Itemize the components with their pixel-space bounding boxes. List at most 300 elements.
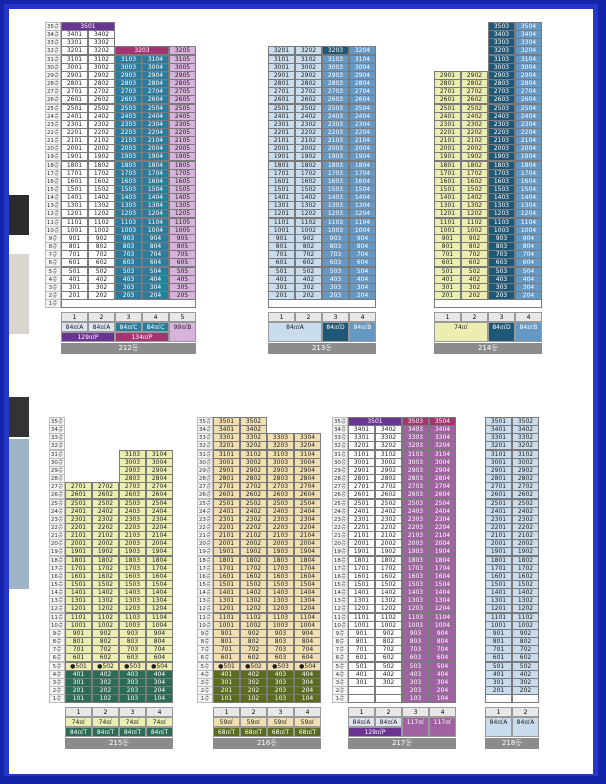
column-number: 2 bbox=[295, 312, 322, 322]
floor-label: 23층 bbox=[50, 516, 64, 523]
unit-cell: 2603 bbox=[402, 490, 429, 499]
unit-cell: 1604 bbox=[515, 177, 542, 186]
unit-cell: 1403 bbox=[322, 193, 349, 202]
floor-label: 4층 bbox=[49, 670, 65, 679]
floor-label: 23층 bbox=[333, 516, 347, 523]
unit-cell: 1302 bbox=[295, 201, 322, 210]
column-number: 2 bbox=[88, 312, 115, 322]
unit-cell: 1703 bbox=[115, 169, 142, 178]
unit-cell: 2002 bbox=[88, 144, 115, 153]
unit-cell: 303 bbox=[267, 678, 294, 687]
unit-cell: 1203 bbox=[115, 209, 142, 218]
unit-cell: 1803 bbox=[322, 161, 349, 170]
unit-cell: 1402 bbox=[375, 588, 402, 597]
unit-cell: 1202 bbox=[512, 604, 539, 613]
unit-cell: 1801 bbox=[485, 556, 512, 565]
unit-cell: 901 bbox=[61, 234, 88, 243]
unit-cell: 3403 bbox=[488, 30, 515, 39]
unit-cell: 703 bbox=[119, 645, 146, 654]
unit-cell: 3102 bbox=[295, 55, 322, 64]
unit-cell: 1803 bbox=[488, 161, 515, 170]
unit-cell: 303 bbox=[119, 678, 146, 687]
unit-cell: 2602 bbox=[295, 95, 322, 104]
unit-cell: 1904 bbox=[515, 152, 542, 161]
unit-cell: 2102 bbox=[461, 136, 488, 145]
unit-cell: 304 bbox=[146, 678, 173, 687]
unit-cell: 502 bbox=[88, 267, 115, 276]
unit-cell: 1102 bbox=[92, 613, 119, 622]
unit-cell: 1101 bbox=[213, 613, 240, 622]
unit-cell: 1704 bbox=[146, 564, 173, 573]
unit-cell: 502 bbox=[461, 267, 488, 276]
unit-cell: 3202 bbox=[512, 441, 539, 450]
unit-cell: 1101 bbox=[268, 218, 295, 227]
unit-cell: 1503 bbox=[267, 580, 294, 589]
unit-cell: 3205 bbox=[169, 46, 196, 55]
unit-cell: 2604 bbox=[349, 95, 376, 104]
unit-cell: 1304 bbox=[142, 201, 169, 210]
unit-cell: 1803 bbox=[267, 556, 294, 565]
unit-cell: 1802 bbox=[461, 161, 488, 170]
unit-cell: 1902 bbox=[512, 547, 539, 556]
floor-label: 6층 bbox=[45, 258, 61, 267]
unit-cell: 1602 bbox=[375, 572, 402, 581]
unit-cell: 1101 bbox=[65, 613, 92, 622]
unit-cell: 1602 bbox=[461, 177, 488, 186]
unit-cell: 804 bbox=[349, 242, 376, 251]
unit-cell: ●504 bbox=[146, 662, 173, 671]
unit-cell: 802 bbox=[240, 637, 267, 646]
unit-cell: 904 bbox=[142, 234, 169, 243]
unit-cell: 701 bbox=[268, 250, 295, 259]
unit-cell: 1603 bbox=[488, 177, 515, 186]
unit-cell: 1201 bbox=[268, 209, 295, 218]
floor-label: 21층 bbox=[333, 533, 347, 540]
unit-cell: 601 bbox=[65, 653, 92, 662]
unit-cell: 803 bbox=[115, 242, 142, 251]
unit-cell: ●502 bbox=[240, 662, 267, 671]
floor-label: 18층 bbox=[333, 557, 347, 564]
unit-cell: 1102 bbox=[461, 218, 488, 227]
unit-cell: 3401 bbox=[485, 425, 512, 434]
unit-cell: 1801 bbox=[65, 556, 92, 565]
unit-cell: 2701 bbox=[485, 482, 512, 491]
floor-label: 13층 bbox=[50, 598, 64, 605]
unit-cell: 3002 bbox=[295, 63, 322, 72]
unit-cell: 2601 bbox=[434, 95, 461, 104]
unit-cell: 3002 bbox=[512, 458, 539, 467]
unit-cell: 3203 bbox=[322, 46, 349, 55]
unit-cell: 1403 bbox=[267, 588, 294, 597]
floor-label: 33층 bbox=[50, 435, 64, 442]
unit-cell: 1001 bbox=[434, 226, 461, 235]
unit-cell: 2704 bbox=[515, 87, 542, 96]
unit-cell: 3204 bbox=[429, 441, 456, 450]
unit-cell: 802 bbox=[375, 637, 402, 646]
unit-cell: 2101 bbox=[65, 531, 92, 540]
floor-label: 12층 bbox=[46, 211, 60, 218]
unit-cell: 3301 bbox=[485, 433, 512, 442]
unit-cell: 101 bbox=[213, 694, 240, 703]
unit-cell: 103 bbox=[267, 694, 294, 703]
unit-type-label: 84㎡B bbox=[515, 322, 542, 342]
unit-cell: 2002 bbox=[92, 539, 119, 548]
unit-type-label: 74㎡ bbox=[434, 322, 488, 342]
unit-cell: 2205 bbox=[169, 128, 196, 137]
unit-cell: 2403 bbox=[402, 507, 429, 516]
unit-cell: 1804 bbox=[294, 556, 321, 565]
unit-cell: 2703 bbox=[119, 482, 146, 491]
floor-label: 11층 bbox=[46, 219, 60, 226]
unit-cell: 803 bbox=[119, 637, 146, 646]
floor-label: 7층 bbox=[332, 645, 348, 654]
floor-label: 5층 bbox=[45, 267, 61, 276]
unit-cell: 1404 bbox=[146, 588, 173, 597]
unit-cell: 1702 bbox=[92, 564, 119, 573]
unit-cell: 2003 bbox=[115, 144, 142, 153]
unit-cell bbox=[61, 299, 196, 308]
unit-cell: 204 bbox=[429, 686, 456, 695]
column-number: 2 bbox=[461, 312, 488, 322]
unit-cell: 1804 bbox=[142, 161, 169, 170]
unit-cell: 2602 bbox=[92, 490, 119, 499]
unit-cell: 2704 bbox=[429, 482, 456, 491]
unit-layout-page bbox=[9, 9, 593, 774]
unit-cell: 1703 bbox=[488, 169, 515, 178]
unit-cell: 3202 bbox=[88, 46, 115, 55]
unit-cell: 2901 bbox=[61, 71, 88, 80]
floor-label: 4층 bbox=[45, 275, 61, 284]
unit-cell: 2302 bbox=[375, 515, 402, 524]
unit-cell: 2502 bbox=[375, 499, 402, 508]
unit-cell: 1204 bbox=[349, 209, 376, 218]
unit-cell: 401 bbox=[434, 275, 461, 284]
unit-cell: 2004 bbox=[294, 539, 321, 548]
unit-cell: 2102 bbox=[92, 531, 119, 540]
column-number: 1 bbox=[485, 707, 512, 717]
unit-cell: 2203 bbox=[402, 523, 429, 532]
unit-cell: 1103 bbox=[267, 613, 294, 622]
column-number: 4 bbox=[142, 312, 169, 322]
floor-label: 20층 bbox=[333, 541, 347, 548]
unit-cell: 2103 bbox=[115, 136, 142, 145]
unit-cell: 3503 bbox=[488, 22, 515, 31]
unit-cell: 1202 bbox=[375, 604, 402, 613]
unit-cell: 2802 bbox=[240, 474, 267, 483]
unit-cell: 2602 bbox=[375, 490, 402, 499]
unit-cell: 604 bbox=[294, 653, 321, 662]
floor-label: 35층 bbox=[198, 419, 212, 425]
unit-cell: 701 bbox=[485, 645, 512, 654]
unit-cell: 1901 bbox=[485, 547, 512, 556]
floor-label: 29층 bbox=[46, 72, 60, 79]
unit-cell: 2803 bbox=[322, 79, 349, 88]
floor-label: 7층 bbox=[45, 250, 61, 259]
unit-type-label: 99㎡B bbox=[169, 322, 196, 342]
unit-type-label: 84㎡T bbox=[119, 727, 146, 737]
unit-cell: 3201 bbox=[268, 46, 295, 55]
unit-cell: 2603 bbox=[115, 95, 142, 104]
unit-cell: 3001 bbox=[268, 63, 295, 72]
column-number: 3 bbox=[402, 707, 429, 717]
unit-cell: 303 bbox=[115, 283, 142, 292]
unit-cell: 2804 bbox=[515, 79, 542, 88]
unit-cell: 1603 bbox=[322, 177, 349, 186]
unit-cell: 1302 bbox=[92, 596, 119, 605]
unit-cell: 405 bbox=[169, 275, 196, 284]
unit-cell: 1302 bbox=[512, 596, 539, 605]
unit-cell: 1604 bbox=[142, 177, 169, 186]
unit-cell: 401 bbox=[268, 275, 295, 284]
unit-type-label: 129㎡P bbox=[61, 332, 115, 342]
unit-cell: 2504 bbox=[142, 104, 169, 113]
unit-cell: 1402 bbox=[92, 588, 119, 597]
unit-cell: 404 bbox=[429, 670, 456, 679]
unit-cell: 801 bbox=[434, 242, 461, 251]
unit-cell: 3402 bbox=[512, 425, 539, 434]
unit-cell: 1303 bbox=[115, 201, 142, 210]
floor-label: 21층 bbox=[198, 533, 212, 540]
unit-cell: 301 bbox=[65, 678, 92, 687]
floor-label: 6층 bbox=[49, 653, 65, 662]
unit-cell: 2002 bbox=[295, 144, 322, 153]
unit-cell: 804 bbox=[515, 242, 542, 251]
unit-cell: 2302 bbox=[461, 120, 488, 129]
floor-label: 10층 bbox=[50, 622, 64, 629]
unit-cell: 702 bbox=[92, 645, 119, 654]
unit-cell: 604 bbox=[349, 258, 376, 267]
unit-cell: 2801 bbox=[61, 79, 88, 88]
unit-cell: 1604 bbox=[146, 572, 173, 581]
floor-label: 24층 bbox=[333, 508, 347, 515]
unit-cell: 301 bbox=[268, 283, 295, 292]
unit-cell: 2204 bbox=[515, 128, 542, 137]
floor-label: 2층 bbox=[45, 291, 61, 300]
unit-cell: 2801 bbox=[485, 474, 512, 483]
unit-cell: 401 bbox=[348, 670, 375, 679]
unit-cell: 504 bbox=[515, 267, 542, 276]
unit-cell: 704 bbox=[515, 250, 542, 259]
floor-label: 16층 bbox=[46, 178, 60, 185]
unit-cell: 1904 bbox=[294, 547, 321, 556]
unit-cell: 3201 bbox=[213, 441, 240, 450]
floor-label: 25층 bbox=[198, 500, 212, 507]
unit-cell: 2104 bbox=[142, 136, 169, 145]
unit-cell: 1102 bbox=[88, 218, 115, 227]
unit-cell: 2402 bbox=[295, 112, 322, 121]
unit-cell: 1701 bbox=[485, 564, 512, 573]
unit-cell: 2701 bbox=[268, 87, 295, 96]
unit-cell: 1703 bbox=[267, 564, 294, 573]
unit-cell: 1302 bbox=[240, 596, 267, 605]
unit-cell: 1903 bbox=[115, 152, 142, 161]
floor-label: 27층 bbox=[333, 484, 347, 491]
unit-cell: 1701 bbox=[434, 169, 461, 178]
unit-cell: 2003 bbox=[267, 539, 294, 548]
unit-cell: 802 bbox=[88, 242, 115, 251]
unit-cell: 3003 bbox=[488, 63, 515, 72]
unit-cell: 805 bbox=[169, 242, 196, 251]
unit-cell: 705 bbox=[169, 250, 196, 259]
unit-cell: 1702 bbox=[295, 169, 322, 178]
unit-cell: 2703 bbox=[322, 87, 349, 96]
unit-cell: 3403 bbox=[402, 425, 429, 434]
unit-cell: 2402 bbox=[375, 507, 402, 516]
unit-cell: 2401 bbox=[485, 507, 512, 516]
unit-cell: 2402 bbox=[461, 112, 488, 121]
unit-cell: 1801 bbox=[348, 556, 375, 565]
column-number: 5 bbox=[169, 312, 196, 322]
unit-cell: 1203 bbox=[402, 604, 429, 613]
unit-cell: 3404 bbox=[429, 425, 456, 434]
building-name: 216동 bbox=[213, 738, 321, 749]
unit-cell: 1803 bbox=[115, 161, 142, 170]
unit-cell: 3004 bbox=[142, 63, 169, 72]
unit-cell: 3005 bbox=[169, 63, 196, 72]
unit-cell: ●503 bbox=[267, 662, 294, 671]
unit-cell: 101 bbox=[65, 694, 92, 703]
floor-label: 16층 bbox=[333, 573, 347, 580]
unit-cell bbox=[348, 694, 375, 703]
unit-cell: 2302 bbox=[240, 515, 267, 524]
column-number: 1 bbox=[434, 312, 461, 322]
unit-cell: 1502 bbox=[92, 580, 119, 589]
unit-cell: 501 bbox=[61, 267, 88, 276]
unit-cell: 2302 bbox=[295, 120, 322, 129]
unit-cell: 904 bbox=[294, 629, 321, 638]
unit-cell: 1704 bbox=[515, 169, 542, 178]
unit-cell: 901 bbox=[213, 629, 240, 638]
column-number: 1 bbox=[65, 707, 92, 717]
unit-cell: 2302 bbox=[88, 120, 115, 129]
floor-label: 4층 bbox=[332, 670, 348, 679]
unit-cell: 1301 bbox=[434, 201, 461, 210]
unit-cell: 903 bbox=[115, 234, 142, 243]
unit-cell: 702 bbox=[240, 645, 267, 654]
unit-cell: 2802 bbox=[88, 79, 115, 88]
unit-cell: 404 bbox=[515, 275, 542, 284]
unit-cell: 1304 bbox=[429, 596, 456, 605]
unit-cell: 2504 bbox=[429, 499, 456, 508]
unit-cell: 1004 bbox=[429, 621, 456, 630]
unit-cell: 2202 bbox=[92, 523, 119, 532]
unit-cell: 1603 bbox=[119, 572, 146, 581]
unit-cell: 203 bbox=[115, 291, 142, 300]
unit-cell: 3104 bbox=[515, 55, 542, 64]
unit-cell: 2802 bbox=[461, 79, 488, 88]
unit-cell: 2802 bbox=[512, 474, 539, 483]
unit-cell: 2804 bbox=[429, 474, 456, 483]
unit-cell: 801 bbox=[485, 637, 512, 646]
unit-cell: 2902 bbox=[88, 71, 115, 80]
unit-cell: 2204 bbox=[349, 128, 376, 137]
unit-cell: 1403 bbox=[115, 193, 142, 202]
unit-cell: 2302 bbox=[92, 515, 119, 524]
unit-cell: 2102 bbox=[512, 531, 539, 540]
unit-cell: 1801 bbox=[268, 161, 295, 170]
unit-cell: 2902 bbox=[240, 466, 267, 475]
unit-cell: 2904 bbox=[349, 71, 376, 80]
unit-cell: 2702 bbox=[295, 87, 322, 96]
column-number: 2 bbox=[512, 707, 539, 717]
unit-cell: 1701 bbox=[268, 169, 295, 178]
unit-cell: 1601 bbox=[348, 572, 375, 581]
unit-cell: 2501 bbox=[485, 499, 512, 508]
unit-cell: 1903 bbox=[488, 152, 515, 161]
floor-label: 27층 bbox=[50, 484, 64, 491]
unit-cell: 204 bbox=[146, 686, 173, 695]
unit-cell: 3002 bbox=[88, 63, 115, 72]
unit-cell: 502 bbox=[512, 662, 539, 671]
unit-cell: 403 bbox=[115, 275, 142, 284]
unit-cell: 1803 bbox=[402, 556, 429, 565]
unit-cell: 301 bbox=[434, 283, 461, 292]
unit-cell: 3401 bbox=[61, 30, 88, 39]
unit-cell: 1504 bbox=[142, 185, 169, 194]
unit-cell: 2801 bbox=[348, 474, 375, 483]
unit-type-label: 84㎡C bbox=[115, 322, 142, 332]
unit-cell: 1404 bbox=[349, 193, 376, 202]
unit-cell: 1504 bbox=[146, 580, 173, 589]
unit-cell: 1802 bbox=[92, 556, 119, 565]
floor-label: 14층 bbox=[46, 195, 60, 202]
unit-cell: 2005 bbox=[169, 144, 196, 153]
unit-cell: 903 bbox=[402, 629, 429, 638]
unit-cell: 1003 bbox=[488, 226, 515, 235]
unit-cell: 1502 bbox=[240, 580, 267, 589]
unit-cell: 1902 bbox=[92, 547, 119, 556]
unit-cell: 3303 bbox=[488, 38, 515, 47]
unit-cell: 1702 bbox=[461, 169, 488, 178]
unit-cell: 502 bbox=[295, 267, 322, 276]
unit-cell: 3501 bbox=[61, 22, 115, 31]
unit-cell: 701 bbox=[65, 645, 92, 654]
unit-cell: 2504 bbox=[294, 499, 321, 508]
unit-cell: 804 bbox=[429, 637, 456, 646]
unit-cell: 3101 bbox=[213, 450, 240, 459]
unit-cell: 2102 bbox=[240, 531, 267, 540]
unit-cell: 1303 bbox=[267, 596, 294, 605]
floor-label: 14층 bbox=[333, 590, 347, 597]
unit-cell: 2703 bbox=[402, 482, 429, 491]
unit-cell: 1301 bbox=[65, 596, 92, 605]
unit-cell: 1603 bbox=[402, 572, 429, 581]
unit-cell: 3301 bbox=[348, 433, 375, 442]
column-number: 1 bbox=[61, 312, 88, 322]
unit-cell: 901 bbox=[65, 629, 92, 638]
floor-label: 3층 bbox=[197, 678, 213, 687]
floor-label: 14층 bbox=[50, 590, 64, 597]
unit-cell: 2002 bbox=[240, 539, 267, 548]
unit-cell: 1203 bbox=[119, 604, 146, 613]
unit-cell: 3402 bbox=[88, 30, 115, 39]
unit-cell: 1002 bbox=[461, 226, 488, 235]
unit-cell: 1903 bbox=[267, 547, 294, 556]
unit-cell: 3003 bbox=[119, 458, 146, 467]
unit-cell: 2001 bbox=[61, 144, 88, 153]
floor-label: 33층 bbox=[333, 435, 347, 442]
floor-label: 24층 bbox=[46, 113, 60, 120]
floor-label: 22층 bbox=[333, 524, 347, 531]
unit-cell: 1402 bbox=[295, 193, 322, 202]
unit-cell: 2801 bbox=[268, 79, 295, 88]
unit-cell: 2901 bbox=[348, 466, 375, 475]
unit-cell: 3404 bbox=[515, 30, 542, 39]
unit-cell: 2803 bbox=[115, 79, 142, 88]
unit-cell: 302 bbox=[512, 678, 539, 687]
unit-cell: 201 bbox=[434, 291, 461, 300]
unit-cell: 901 bbox=[268, 234, 295, 243]
